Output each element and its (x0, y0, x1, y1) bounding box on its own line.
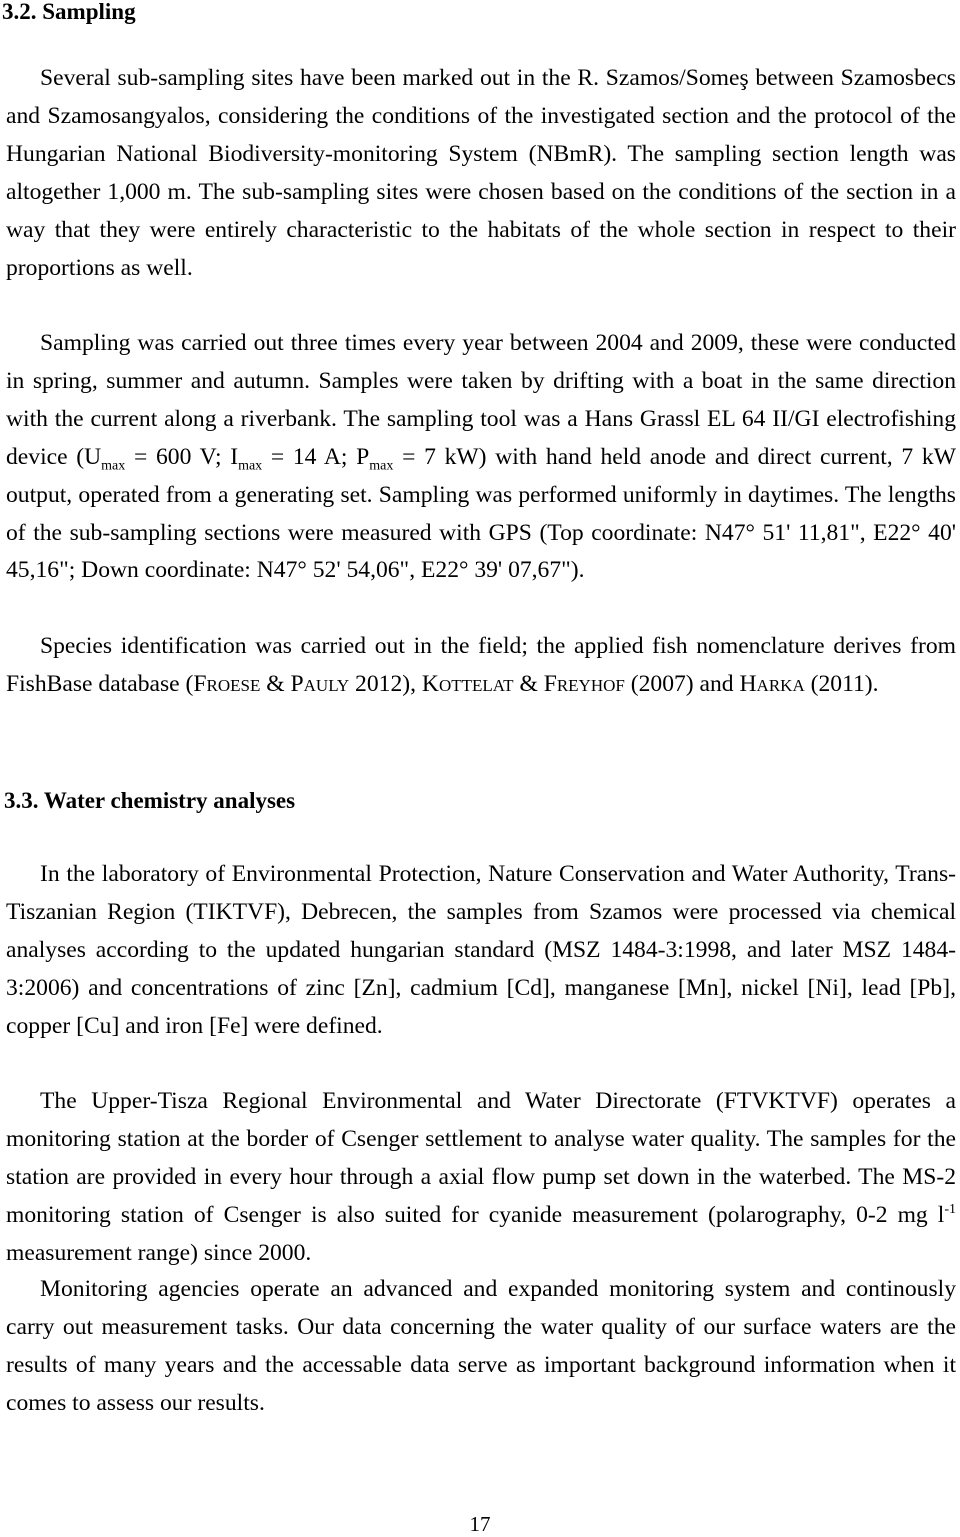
text-run: = 7 kW) with hand held anode and direct current, 7 kW output, operated from a generating set. Sampling was performed uniformly in daytimes. The lengths of the sub-sampling sections were measured with GPS (Top coordinate: N47° 51' 11,81", E22° 40' 45,16"; Down coordinate: N47° 52' 54,06", E22° 39' 07,67"). (6, 443, 956, 584)
paragraph-monitoring-station (6, 1083, 956, 1273)
text-run: (2007) and (624, 670, 740, 697)
text-run: (2011). (804, 670, 879, 697)
paragraph-laboratory-analyses: In the laboratory of Environmental Protection, Nature Conservation and Water Authority, Trans-Tiszanian Region (TIKTVF), Debrecen, the samples from Szamos were processed via chemical analyses according to the updated hungarian standard (MSZ 1484-3:1998, and later MSZ 1484-3:2006) and concentrations of zinc [Zn], cadmium [Cd], manganese [Mn], nickel [Ni], lead [Pb], copper [Cu] and iron [Fe] were defined. (6, 861, 956, 1039)
text-run: = 600 V; I (125, 443, 239, 470)
page-number: 17 (469, 1512, 491, 1536)
section-heading-sampling: 3.2. Sampling (2, 0, 136, 24)
author-harka: Harka (739, 670, 805, 697)
text-run: & (513, 670, 544, 697)
author-freyhof: Freyhof (543, 670, 625, 697)
text-run: Species identification was carried out in the field; the applied fish nomenclature derives from FishBase database ( (6, 633, 956, 697)
section-heading-water-chemistry: 3.3. Water chemistry analyses (4, 788, 296, 813)
author-kottelat: Kottelat (421, 670, 514, 697)
superscript: -1 (944, 1201, 956, 1217)
paragraph-sampling-sites: Several sub-sampling sites have been marked out in the R. Szamos/Someş between Szamosbecs and Szamosangyalos, considering the conditions of the investigated section and the protocol of the Hungarian National Biodiversity-monitoring System (NBmR). The sampling section length was altogether 1,000 m. The sub-sampling sites were chosen based on the conditions of the section in a way that they were entirely characteristic to the habitats of the whole section in respect to their proportions as well. (6, 65, 956, 281)
paragraph-species-identification (6, 628, 956, 704)
subscript: max (238, 458, 263, 474)
text-run: Sampling was carried out three times every year between 2004 and 2009, these were conducted in spring, summer and autumn. Samples were taken by drifting with a boat in the same direction with the current along a riverbank. The sampling tool was a Hans Grassl EL 64 II/GI electrofishing device (U (6, 330, 956, 470)
author-froese: Froese (193, 670, 261, 697)
paragraph-sampling-method (6, 325, 956, 590)
text-run: measurement range) since 2000. (6, 1239, 312, 1266)
text-run: The Upper-Tisza Regional Environmental and Water Directorate (FTVKTVF) operates a monitoring station at the border of Csenger settlement to analyse water quality. The samples for the station are provided in every hour through a axial flow pump set down in the waterbed. The MS-2 monitoring station of Csenger is also suited for cyanide measurement (polarography, 0-2 mg l (6, 1088, 956, 1228)
subscript: max (101, 458, 126, 474)
paragraph-monitoring-agencies: Monitoring agencies operate an advanced and expanded monitoring system and continously carry out measurement tasks. Our data concerning the water quality of our surface waters are the results of many years and the accessable data serve as important background information when it comes to assess our results. (6, 1276, 956, 1416)
text-run: 2012), (349, 670, 422, 697)
author-pauly: Pauly (290, 670, 350, 697)
text-run: = 14 A; P (262, 443, 370, 470)
text-run: & (260, 670, 291, 697)
subscript: max (369, 458, 394, 474)
